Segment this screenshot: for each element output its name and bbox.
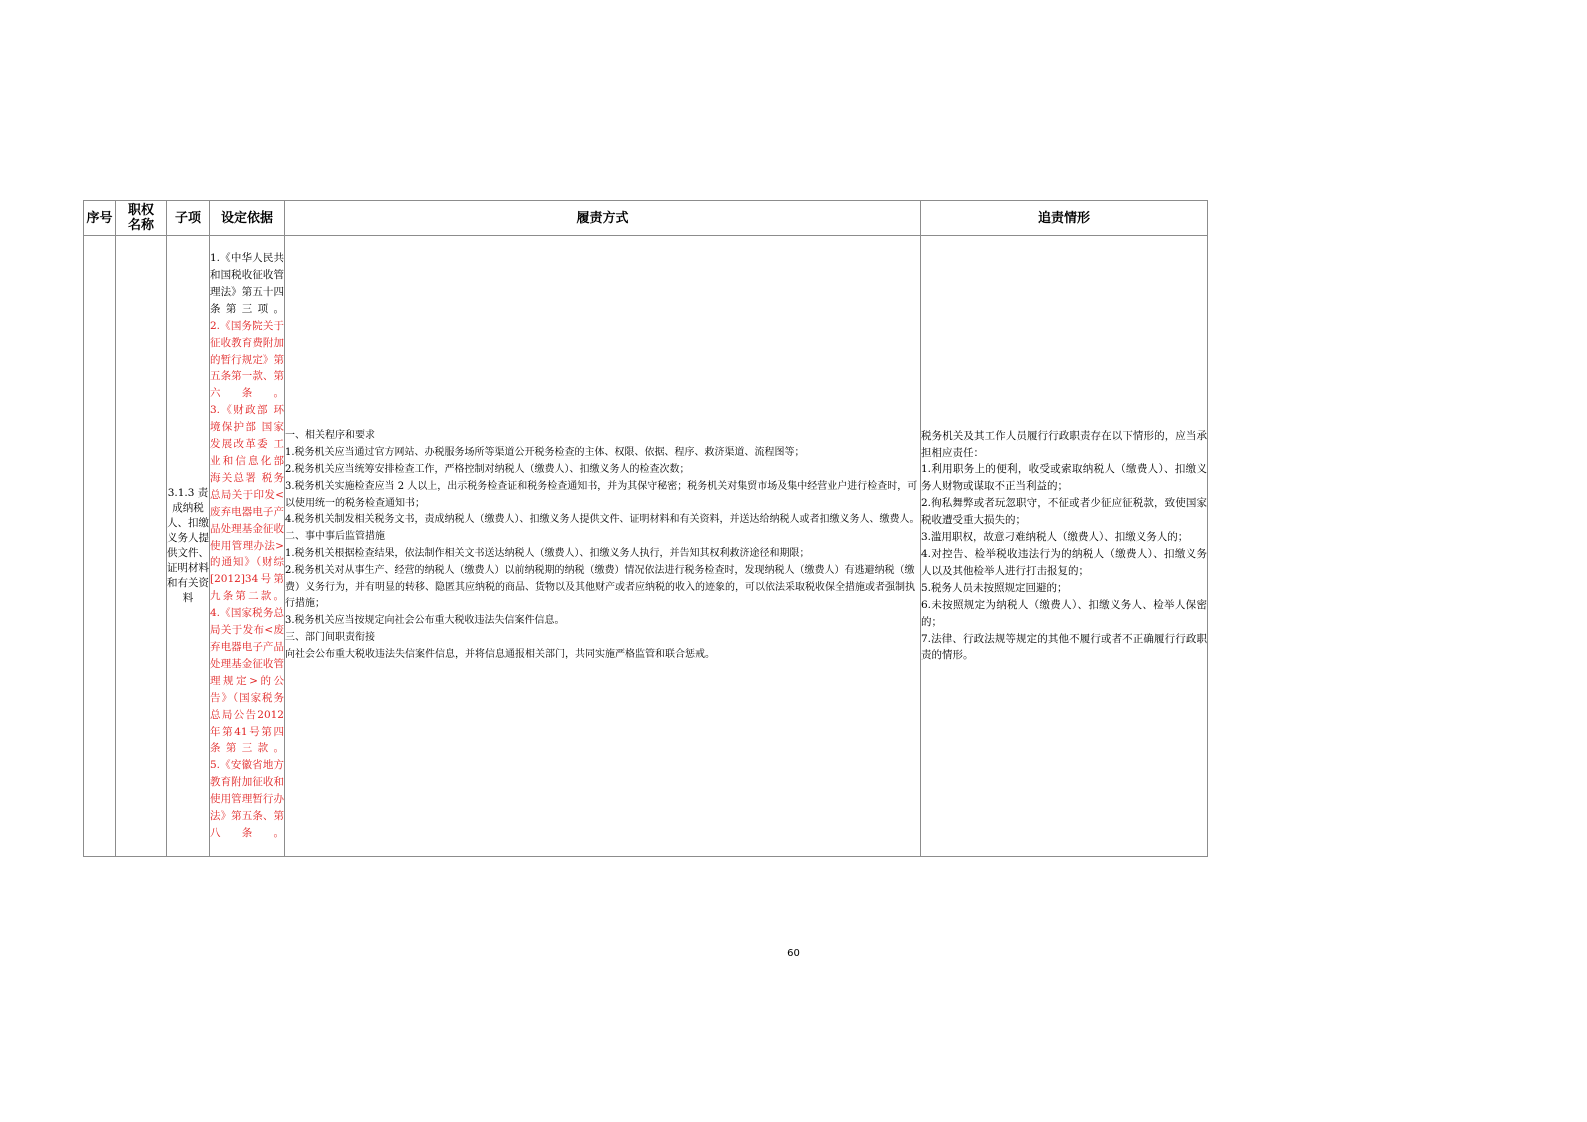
- basis-item: 5.《安徽省地方教育附加征收和使用管理暂行办法》第五条、第八条。: [210, 759, 284, 839]
- header-name-line2: 名称: [127, 218, 154, 233]
- header-duty: 履责方式: [285, 201, 921, 236]
- cell-duty: [285, 236, 921, 857]
- duty-line: 4.税务机关制发相关税务文书，责成纳税人（缴费人）、扣缴义务人提供文件、证明材料和有关资料，并送达给纳税人或者扣缴义务人、缴费人。: [285, 514, 920, 526]
- accountability-line: 4.对控告、检举税收违法行为的纳税人（缴费人）、扣缴义务人以及其他检举人进行打击报复的；: [921, 548, 1207, 577]
- cell-name: [116, 236, 167, 857]
- basis-item: 2.《国务院关于征收教育费附加的暂行规定》第五条第一款、第六条。: [210, 319, 284, 400]
- header-row: [84, 201, 1208, 236]
- duty-line: 3.税务机关实施检查应当 2 人以上，出示税务检查证和税务检查通知书，并为其保守秘密；税务机关对集贸市场及集中经营业户进行检查时，可以使用统一的税务检查通知书；: [285, 480, 918, 509]
- basis-item: 4.《国家税务总局关于发布<废弃电器电子产品处理基金征收管理规定>的公告》（国家税务总局公告2012年第41号第四条第三款。: [210, 607, 284, 755]
- duty-line: 三、部门间职责衔接: [285, 631, 375, 643]
- cell-sub: 3.1.3 责成纳税人、扣缴义务人提供文件、证明材料和有关资料: [167, 236, 210, 857]
- duty-line: 1.税务机关应当通过官方网站、办税服务场所等渠道公开税务检查的主体、权限、依据、程序、救济渠道、流程图等；: [285, 447, 805, 459]
- header-basis: 设定依据: [210, 201, 285, 236]
- header-sub: 子项: [167, 201, 210, 236]
- header-seq: 序号: [84, 201, 116, 236]
- duty-line: 一、相关程序和要求: [285, 430, 375, 442]
- duty-line: 2.税务机关对从事生产、经营的纳税人（缴费人）以前纳税期的纳税（缴费）情况依法进行税务检查时，发现纳税人（缴费人）有逃避纳税（缴费）义务行为，并有明显的转移、隐匿其应纳税的商品、货物以及其他财产或者应纳税的收入的迹象的，可以依法采取税收保全措施或者强制执行措施；: [285, 564, 915, 610]
- basis-item: 1.《中华人民共和国税收征收管理法》第五十四条第三项。: [210, 252, 284, 315]
- header-name-line1: 职权: [127, 203, 154, 218]
- page-number: 60: [787, 948, 800, 959]
- accountability-line: 1.利用职务上的便利，收受或索取纳税人（缴费人）、扣缴义务人财物或谋取不正当利益的；: [921, 463, 1207, 493]
- header-name: [116, 201, 167, 236]
- accountability-line: 7.法律、行政法规等规定的其他不履行或者不正确履行行政职责的情形。: [921, 632, 1207, 662]
- duty-line: 向社会公布重大税收违法失信案件信息，并将信息通报相关部门，共同实施严格监管和联合惩戒。: [285, 648, 715, 660]
- cell-seq: [84, 236, 116, 857]
- cell-accountability: [921, 236, 1208, 857]
- table-row: [84, 236, 1208, 857]
- duty-line: 二、事中事后监管措施: [285, 531, 385, 543]
- accountability-line: 3.滥用职权，故意刁难纳税人（缴费人）、扣缴义务人的；: [921, 531, 1189, 544]
- accountability-line: 2.徇私舞弊或者玩忽职守，不征或者少征应征税款，致使国家税收遭受重大损失的；: [921, 497, 1207, 527]
- accountability-line: 5.税务人员未按照规定回避的；: [921, 581, 1068, 594]
- header-accountability: 追责情形: [921, 201, 1208, 236]
- duty-line: 2.税务机关应当统筹安排检查工作，严格控制对纳税人（缴费人）、扣缴义务人的检查次数；: [285, 464, 690, 476]
- responsibility-table: [83, 200, 1208, 857]
- accountability-line: 税务机关及其工作人员履行行政职责存在以下情形的，应当承担相应责任：: [921, 429, 1207, 459]
- duty-line: 3.税务机关应当按规定向社会公布重大税收违法失信案件信息。: [285, 615, 565, 627]
- duty-line: 1.税务机关根据检查结果，依法制作相关文书送达纳税人（缴费人）、扣缴义务人执行，并告知其权利救济途径和期限；: [285, 548, 810, 559]
- cell-basis: [210, 236, 285, 857]
- basis-item: 3.《财政部 环境保护部 国家发展改革委 工业和信息化部 海关总署 税务总局关于印发<废弃电器电子产品处理基金征收使用管理办法>的通知》（财综[2012]34号第九条第二款。: [210, 404, 284, 603]
- accountability-line: 6.未按照规定为纳税人（缴费人）、扣缴义务人、检举人保密的；: [921, 598, 1207, 628]
